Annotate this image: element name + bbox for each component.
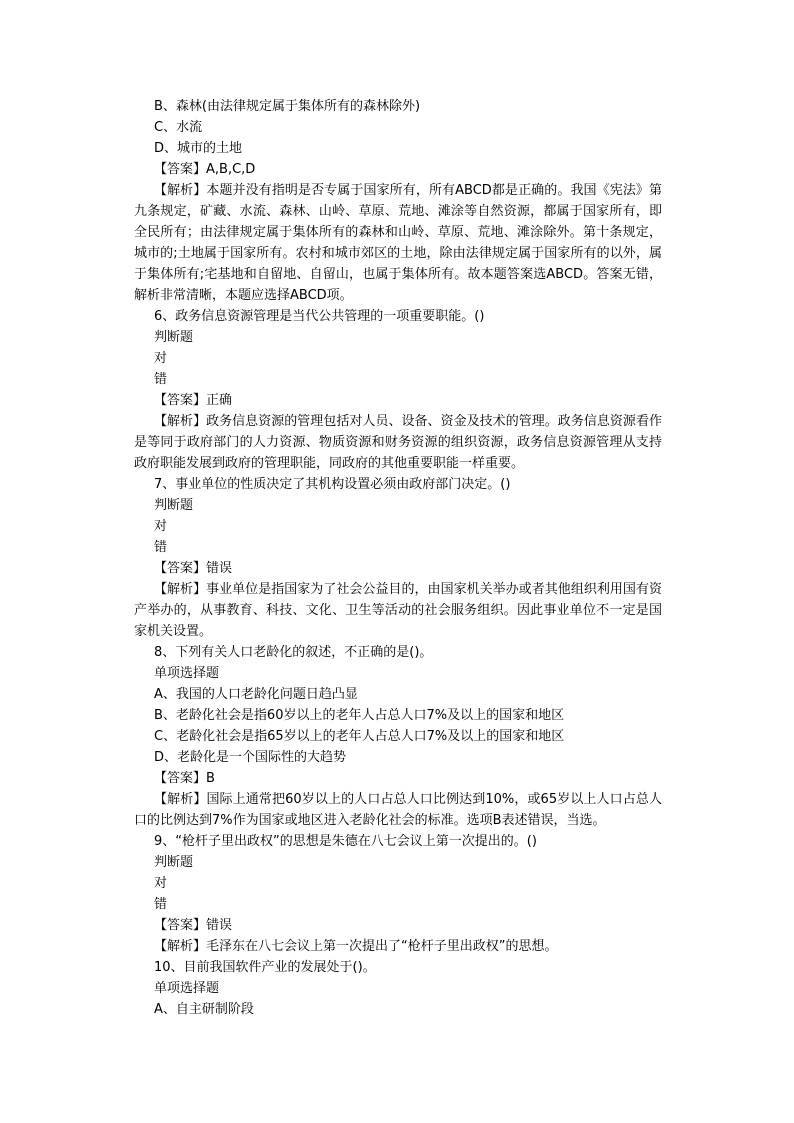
q6-analysis: 【解析】政务信息资源的管理包括对人员、设备、资金及技术的管理。政务信息资源看作是等同于政府部门的人力资源、物质资源和财务资源的组织资源，政务信息资源管理从支持政府职能发展到政府的管理职能，同政府的其他重要职能一样重要。 bbox=[134, 414, 662, 471]
q5-answer: 【答案】A,B,C,D bbox=[154, 162, 256, 177]
q8-option-b: B、老龄化社会是指60岁以上的老年人占总人口7%及以上的国家和地区 bbox=[154, 708, 565, 723]
q6-option-true: 对 bbox=[154, 351, 168, 366]
q9-stem: 9、“枪杆子里出政权”的思想是朱德在八七会议上第一次提出的。() bbox=[154, 834, 537, 849]
q5-analysis: 【解析】本题并没有指明是否专属于国家所有，所有ABCD都是正确的。我国《宪法》第九条规定，矿藏、水流、森林、山岭、草原、荒地、滩涂等自然资源，都属于国家所有，即全民所有；由法律规定属于集体所有的森林和山岭、草原、荒地、滩涂除外。第十条规定，城市的;土地属于国家所有。农村和城市郊区的土地，除由法律规定属于国家所有的以外，属于集体所有;宅基地和自留地、自留山，也属于集体所有。故本题答案选ABCD。答案无错，解析非常清晰，本题应选择ABCD项。 bbox=[134, 183, 662, 303]
q5-option-b: B、森林(由法律规定属于集体所有的森林除外) bbox=[154, 99, 421, 114]
q7-type: 判断题 bbox=[154, 498, 194, 513]
q9-answer: 【答案】错误 bbox=[154, 918, 233, 933]
q9-type: 判断题 bbox=[154, 855, 194, 870]
q6-stem: 6、政务信息资源管理是当代公共管理的一项重要职能。() bbox=[154, 309, 485, 324]
q8-option-a: A、我国的人口老龄化问题日趋凸显 bbox=[154, 687, 358, 702]
q10-stem: 10、目前我国软件产业的发展处于()。 bbox=[154, 960, 376, 975]
q7-option-false: 错 bbox=[154, 540, 168, 555]
q7-option-true: 对 bbox=[154, 519, 168, 534]
document-body bbox=[134, 96, 662, 1020]
q9-analysis: 【解析】毛泽东在八七会议上第一次提出了“枪杆子里出政权”的思想。 bbox=[154, 939, 558, 954]
q6-option-false: 错 bbox=[154, 372, 168, 387]
q8-stem: 8、下列有关人口老龄化的叙述，不正确的是()。 bbox=[154, 645, 433, 660]
q7-answer: 【答案】错误 bbox=[154, 561, 233, 576]
q10-type: 单项选择题 bbox=[154, 981, 220, 996]
q5-option-d: D、城市的土地 bbox=[154, 141, 243, 156]
q6-answer: 【答案】正确 bbox=[154, 393, 233, 408]
q8-option-c: C、老龄化社会是指65岁以上的老年人占总人口7%及以上的国家和地区 bbox=[154, 729, 565, 744]
q8-type: 单项选择题 bbox=[154, 666, 220, 681]
q10-option-a: A、自主研制阶段 bbox=[154, 1002, 254, 1017]
q9-option-false: 错 bbox=[154, 897, 168, 912]
q8-option-d: D、老龄化是一个国际性的大趋势 bbox=[154, 750, 347, 765]
q9-option-true: 对 bbox=[154, 876, 168, 891]
q6-type: 判断题 bbox=[154, 330, 194, 345]
q7-stem: 7、事业单位的性质决定了其机构设置必须由政府部门决定。() bbox=[154, 477, 511, 492]
q8-answer: 【答案】B bbox=[154, 771, 215, 786]
q7-analysis: 【解析】事业单位是指国家为了社会公益目的，由国家机关举办或者其他组织利用国有资产举办的，从事教育、科技、文化、卫生等活动的社会服务组织。因此事业单位不一定是国家机关设置。 bbox=[134, 582, 662, 639]
q5-option-c: C、水流 bbox=[154, 120, 203, 135]
q8-analysis: 【解析】国际上通常把60岁以上的人口占总人口比例达到10%，或65岁以上人口占总人口的比例达到7%作为国家或地区进入老龄化社会的标准。选项B表述错误，当选。 bbox=[134, 792, 662, 828]
